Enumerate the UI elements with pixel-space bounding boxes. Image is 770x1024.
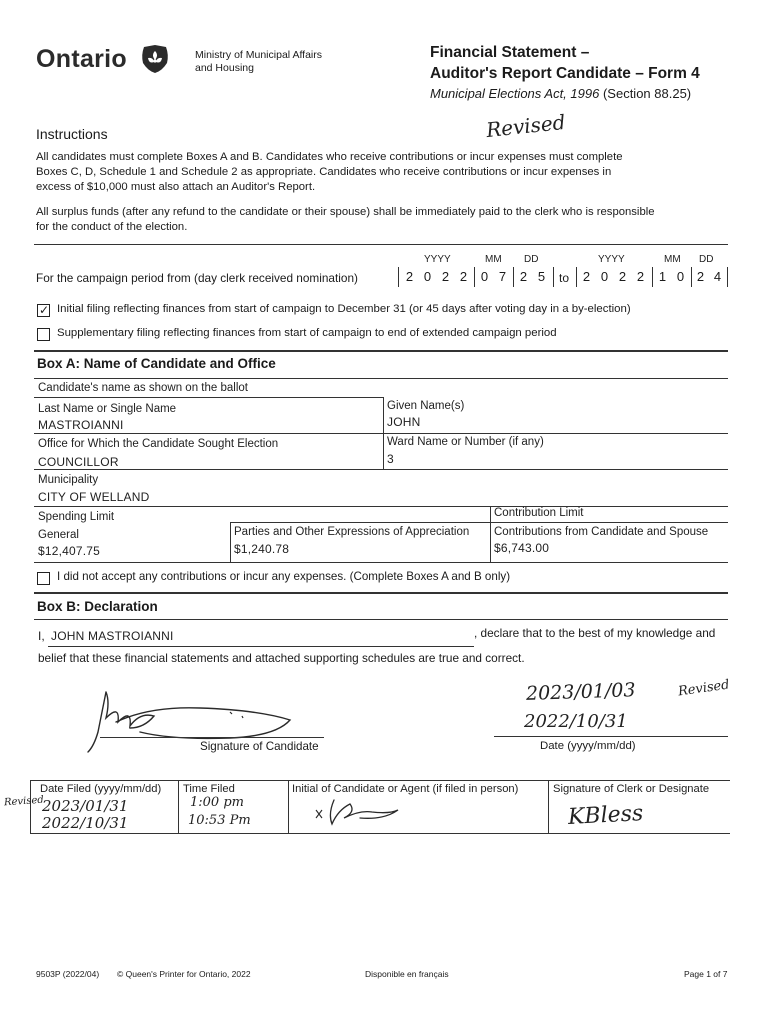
to-digit: 0 (600, 269, 609, 284)
time-filed-label: Time Filed (183, 783, 235, 795)
contrib-candidate-value[interactable]: $6,743.00 (494, 541, 550, 555)
revised-margin-note: Revised (3, 794, 45, 809)
hdr-from-mm: MM (485, 254, 502, 265)
from-digit: 0 (423, 269, 432, 284)
ward-label: Ward Name or Number (if any) (387, 436, 544, 448)
hdr-from-yyyy: YYYY (424, 254, 451, 265)
time-filed-original: 10:53 Pm (188, 813, 251, 828)
to-digit: 1 (658, 269, 667, 284)
general-label: General (38, 529, 79, 541)
to-digit: 2 (636, 269, 645, 284)
municipality-value[interactable]: CITY OF WELLAND (38, 490, 150, 504)
date-handwritten-revised: 2023/01/03 (525, 679, 636, 705)
instructions-para1-line2: Boxes C, D, Schedule 1 and Schedule 2 as appropriate. Candidates who receive contributions or incur expenses in (36, 166, 612, 178)
instructions-heading: Instructions (36, 126, 108, 142)
general-value[interactable]: $12,407.75 (38, 544, 101, 558)
act-section: (Section 88.25) (602, 86, 692, 101)
to-digit: 4 (713, 269, 722, 284)
to-label: to (559, 271, 570, 285)
declare-text: , declare that to the best of my knowledge and (474, 626, 716, 640)
declare-line-2: belief that these financial statements and attached supporting schedules are true and correct. (38, 651, 525, 665)
trillium-icon (140, 44, 170, 74)
hdr-to-mm: MM (664, 254, 681, 265)
spending-limit-label: Spending Limit (38, 511, 115, 523)
parties-label: Parties and Other Expressions of Appreciation (234, 526, 470, 538)
box-b-top-rule (34, 592, 728, 594)
french-available: Disponible en français (365, 969, 449, 979)
act-name: Municipal Elections Act, 1996 (430, 86, 600, 101)
instructions-para2-line2: for the conduct of the election. (36, 221, 188, 233)
page-number: Page 1 of 7 (684, 969, 728, 979)
form-title-line-1: Financial Statement – (430, 44, 590, 61)
date-revised-note: Revised (677, 677, 731, 700)
copyright: © Queen's Printer for Ontario, 2022 (117, 969, 251, 979)
to-digit: 2 (618, 269, 627, 284)
contrib-candidate-label: Contributions from Candidate and Spouse (494, 526, 709, 538)
parties-value[interactable]: $1,240.78 (234, 542, 290, 556)
given-name-label: Given Name(s) (387, 400, 465, 412)
date-handwritten-original: 2022/10/31 (524, 711, 628, 732)
ministry-line-2: and Housing (195, 62, 254, 74)
instructions-para1-line3: excess of $10,000 must also attach an Auditor's Report. (36, 181, 316, 193)
from-digit: 2 (459, 269, 468, 284)
instructions-para1-line1: All candidates must complete Boxes A and B. Candidates who receive contributions or incur expenses must complete (36, 151, 623, 163)
date-filed-original: 2022/10/31 (42, 814, 129, 832)
from-digit: 7 (498, 269, 507, 284)
revised-handwritten: Revised (484, 109, 567, 143)
declarant-name[interactable]: JOHN MASTROIANNI (51, 629, 174, 643)
ballot-name-label: Candidate's name as shown on the ballot (38, 382, 248, 394)
from-date-field[interactable] (398, 267, 554, 287)
supplementary-filing-label: Supplementary filing reflecting finances from start of campaign to end of extended campaign period (57, 327, 557, 339)
box-b-heading: Box B: Declaration (37, 599, 158, 614)
initial-filing-checkbox[interactable] (37, 304, 50, 317)
no-contributions-label: I did not accept any contributions or incur any expenses. (Complete Boxes A and B only) (57, 570, 511, 583)
time-filed-revised: 1:00 pm (190, 795, 244, 810)
signature-of-candidate-label: Signature of Candidate (200, 740, 319, 753)
initial-filing-label: Initial filing reflecting finances from start of campaign to December 31 (or 45 days after voting day in a by-election) (57, 303, 631, 315)
box-a-top-rule (34, 350, 728, 352)
from-digit: 5 (537, 269, 546, 284)
to-date-field[interactable] (576, 267, 728, 287)
last-name-label: Last Name or Single Name (38, 403, 177, 415)
hdr-to-yyyy: YYYY (598, 254, 625, 265)
last-name-value[interactable]: MASTROIANNI (38, 418, 124, 432)
to-digit: 0 (676, 269, 685, 284)
initial-agent-label: Initial of Candidate or Agent (if filed in person) (292, 783, 519, 795)
clerk-signature[interactable]: KBless (567, 801, 644, 830)
instructions-para2-line1: All surplus funds (after any refund to the candidate or their spouse) shall be immediately paid to the clerk who is responsible (36, 206, 655, 218)
agent-initial-signature[interactable] (314, 796, 404, 830)
ministry-line-1: Ministry of Municipal Affairs (195, 49, 323, 61)
from-digit: 0 (480, 269, 489, 284)
date-filed-label: Date Filed (yyyy/mm/dd) (40, 783, 162, 795)
date-label: Date (yyyy/mm/dd) (540, 740, 636, 752)
supplementary-filing-checkbox[interactable] (37, 328, 50, 341)
office-value[interactable]: COUNCILLOR (38, 455, 119, 469)
from-digit: 2 (441, 269, 450, 284)
campaign-period-label: For the campaign period from (day clerk received nomination) (36, 271, 358, 285)
clerk-signature-label: Signature of Clerk or Designate (553, 783, 710, 795)
date-filed-revised: 2023/01/31 (42, 797, 129, 815)
hdr-to-dd: DD (699, 254, 714, 265)
ontario-logo (36, 44, 176, 80)
checkmark-icon: ✓ (39, 303, 50, 317)
form-code: 9503P (2022/04) (36, 969, 100, 979)
act-citation (430, 86, 691, 101)
given-name-value[interactable]: JOHN (387, 415, 421, 429)
office-label: Office for Which the Candidate Sought Election (38, 438, 279, 450)
ontario-wordmark: Ontario (36, 45, 127, 73)
to-digit: 2 (696, 269, 705, 284)
no-contributions-checkbox[interactable] (37, 572, 50, 585)
ward-value[interactable]: 3 (387, 452, 394, 466)
from-digit: 2 (519, 269, 528, 284)
divider (34, 244, 728, 245)
contribution-limit-label: Contribution Limit (494, 507, 584, 519)
from-digit: 2 (405, 269, 414, 284)
form-title-line-2: Auditor's Report Candidate – Form 4 (430, 65, 700, 82)
box-a-heading: Box A: Name of Candidate and Office (37, 356, 276, 371)
municipality-label: Municipality (38, 474, 99, 486)
to-digit: 2 (582, 269, 591, 284)
declarant-prefix: I, (38, 629, 45, 643)
hdr-from-dd: DD (524, 254, 539, 265)
